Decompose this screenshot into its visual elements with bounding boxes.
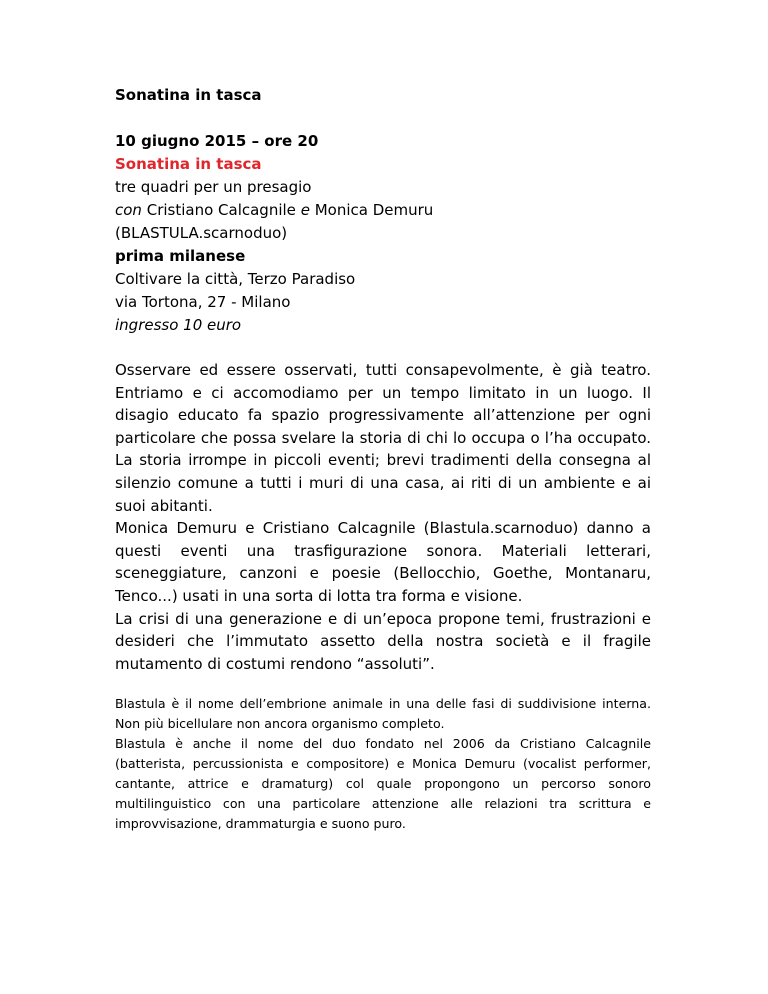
credits-e: e	[300, 201, 310, 219]
venue-address: via Tortona, 27 - Milano	[115, 293, 291, 311]
venue-name: Coltivare la città, Terzo Paradiso	[115, 270, 356, 288]
credits-name2: Monica Demuru	[314, 201, 434, 219]
ticket-price: ingresso 10 euro	[115, 316, 242, 334]
document-page	[115, 83, 651, 834]
description-paragraph: Osservare ed essere osservati, tutti consapevolmente, è già teatro. Entriamo e ci accomodiamo per un tempo limitato in un luogo. Il disagio educato fa spazio progressivamente all’attenzione per ogni particolare che possa svelare la storia di chi lo occupa o l’ha occupato. La storia irrompe in piccoli eventi; brevi tradimenti della consegna al silenzio comune a tutti i muri di una casa, ai riti di un ambiente e ai suoi abitanti.	[115, 361, 651, 515]
blastula-notes	[115, 694, 651, 834]
description-paragraph: La crisi di una generazione e di un’epoca propone temi, frustrazioni e desideri che l’immutato assetto della nostra società e il fragile mutamento di costumi rendono “assoluti”.	[115, 609, 651, 673]
event-date: 10 giugno 2015 – ore 20	[115, 132, 319, 150]
note-paragraph: Blastula è anche il nome del duo fondato nel 2006 da Cristiano Calcagnile (batterista, percussionista e compositore) e Monica Demuru (vocalist performer, cantante, attrice e dramaturg) col quale propongono un percorso sonoro multilinguistico con una particolare attenzione alle relazioni tra scrittura e improvvisazione, drammaturgia e suono puro.	[115, 736, 651, 832]
document-title: Sonatina in tasca	[115, 86, 262, 104]
premiere-label: prima milanese	[115, 247, 246, 265]
show-title: Sonatina in tasca	[115, 155, 262, 173]
credits-name1: Cristiano Calcagnile	[146, 201, 296, 219]
credits-con: con	[115, 201, 142, 219]
description-paragraph: Monica Demuru e Cristiano Calcagnile (Blastula.scarnoduo) danno a questi eventi una trasfigurazione sonora. Materiali letterari, sceneggiature, canzoni e poesie (Bellocchio, Goethe, Montanaru, Tenco...) usati in una sorta di lotta tra forma e visione.	[115, 519, 651, 605]
company-name: (BLASTULA.scarnoduo)	[115, 224, 288, 242]
note-paragraph: Blastula è il nome dell’embrione animale in una delle fasi di suddivisione interna. Non più bicellulare non ancora organismo completo.	[115, 696, 651, 732]
show-subtitle: tre quadri per un presagio	[115, 178, 312, 196]
event-info	[115, 130, 651, 337]
credits-line	[115, 199, 651, 222]
description	[115, 359, 651, 675]
